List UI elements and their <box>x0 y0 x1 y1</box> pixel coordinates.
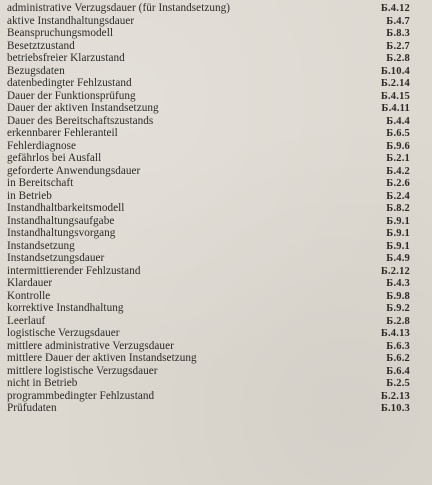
index-reference: Б.2.12 <box>380 265 410 277</box>
index-entry <box>7 327 410 340</box>
index-reference: Б.2.14 <box>380 78 410 89</box>
index-term: Dauer der Funktionsprüfung <box>7 89 136 102</box>
index-term: Leerlauf <box>7 314 46 327</box>
index-term: Fehlerdiagnose <box>7 139 77 152</box>
index-reference: Б.6.2 <box>386 353 410 364</box>
index-reference: Б.4.4 <box>386 115 410 127</box>
index-reference: Б.2.6 <box>386 178 410 189</box>
index-term: erkennbarer Fehleranteil <box>7 127 118 139</box>
index-reference: Б.6.3 <box>386 340 410 352</box>
index-reference: Б.9.6 <box>386 140 410 152</box>
index-entry <box>7 177 410 190</box>
index-reference: Б.4.11 <box>381 103 410 114</box>
index-reference: Б.2.1 <box>386 153 410 164</box>
index-reference: Б.2.4 <box>386 190 410 202</box>
index-entry <box>7 290 410 303</box>
index-term: Instandhaltungsvorgang <box>7 227 116 239</box>
index-reference: Б.9.2 <box>386 303 410 314</box>
index-reference: Б.10.4 <box>380 65 410 77</box>
index-entry <box>7 152 410 165</box>
index-reference: Б.2.8 <box>386 53 410 64</box>
index-term: Dauer des Bereitschaftszustands <box>7 114 154 127</box>
index-term: Instandsetzung <box>7 239 75 252</box>
index-term: Besetztzustand <box>7 39 75 52</box>
index-term: mittlere Dauer der aktiven Instandsetzung <box>7 352 197 364</box>
index-term: betriebsfreier Klarzustand <box>7 52 125 64</box>
index-entry <box>7 252 410 265</box>
index-term: administrative Verzugsdauer (für Instandsetzung) <box>7 2 231 14</box>
index-reference: Б.4.9 <box>386 253 410 264</box>
index-entry <box>7 215 410 228</box>
index-entry <box>7 340 410 353</box>
index-entry <box>7 15 410 28</box>
index-reference: Б.2.7 <box>386 40 410 52</box>
index-reference: Б.4.2 <box>386 165 410 177</box>
index-entry <box>7 265 410 278</box>
index-term: aktive Instandhaltungsdauer <box>7 14 135 27</box>
index-term: mittlere administrative Verzugsdauer <box>7 339 174 352</box>
index-term: Instandsetzungsdauer <box>7 252 105 264</box>
index-reference: Б.9.1 <box>386 215 410 227</box>
index-entry <box>7 77 410 90</box>
index-term: in Betrieb <box>7 189 52 202</box>
index-reference: Б.4.15 <box>380 90 410 102</box>
index-reference: Б.2.8 <box>386 315 410 327</box>
index-reference: Б.9.8 <box>386 290 410 302</box>
index-entry <box>7 140 410 153</box>
index-entry <box>7 102 410 115</box>
index-entry <box>7 390 410 403</box>
index-term: mittlere logistische Verzugsdauer <box>7 364 158 377</box>
index-reference: Б.4.7 <box>386 15 410 27</box>
index-term: geforderte Anwendungsdauer <box>7 164 141 177</box>
index-reference: Б.2.13 <box>380 390 410 402</box>
index-term: Beanspruchungsmodell <box>7 27 114 39</box>
index-term: Dauer der aktiven Instandsetzung <box>7 102 159 114</box>
index-reference: Б.9.1 <box>386 240 410 252</box>
index-term: nicht in Betrieb <box>7 377 78 389</box>
index-entry <box>7 365 410 378</box>
index-term: logistische Verzugsdauer <box>7 327 120 339</box>
index-reference: Б.8.2 <box>386 203 410 214</box>
index-entry <box>7 27 410 40</box>
index-entry <box>7 2 410 15</box>
index-reference: Б.6.4 <box>386 365 410 377</box>
index-entry <box>7 315 410 328</box>
index-entry <box>7 127 410 140</box>
index-reference: Б.6.5 <box>386 128 410 139</box>
index-term: datenbedingter Fehlzustand <box>7 77 132 89</box>
index-term: in Bereitschaft <box>7 177 74 189</box>
index-entry <box>7 202 410 215</box>
index-term: Kontrolle <box>7 289 51 302</box>
index-entry <box>7 190 410 203</box>
index-entry <box>7 277 410 290</box>
index-entry <box>7 165 410 178</box>
index-term: intermittierender Fehlzustand <box>7 264 141 277</box>
index-term: Klardauer <box>7 277 53 289</box>
index-entry <box>7 240 410 253</box>
index-entry <box>7 115 410 128</box>
index-term: Instandhaltungsaufgabe <box>7 214 115 227</box>
index-entry <box>7 90 410 103</box>
index-entry <box>7 402 410 415</box>
term-index-list <box>7 2 410 415</box>
index-entry <box>7 40 410 53</box>
index-entry <box>7 65 410 78</box>
index-reference: Б.4.12 <box>380 3 410 14</box>
index-term: gefährlos bei Ausfall <box>7 152 102 164</box>
index-reference: Б.9.1 <box>386 228 410 239</box>
index-term: Bezugsdaten <box>7 64 65 77</box>
index-entry <box>7 302 410 315</box>
index-reference: Б.4.13 <box>380 328 410 339</box>
index-term: Prüfudaten <box>7 402 57 414</box>
index-reference: Б.4.3 <box>386 278 410 289</box>
index-entry <box>7 352 410 365</box>
index-reference: Б.2.5 <box>386 378 410 389</box>
index-term: Instandhaltbarkeitsmodell <box>7 202 125 214</box>
index-entry <box>7 52 410 65</box>
index-reference: Б.8.3 <box>386 28 410 39</box>
index-term: programmbedingter Fehlzustand <box>7 389 155 402</box>
index-entry <box>7 227 410 240</box>
index-entry <box>7 377 410 390</box>
index-reference: Б.10.3 <box>380 403 410 414</box>
index-term: korrektive Instandhaltung <box>7 302 124 314</box>
